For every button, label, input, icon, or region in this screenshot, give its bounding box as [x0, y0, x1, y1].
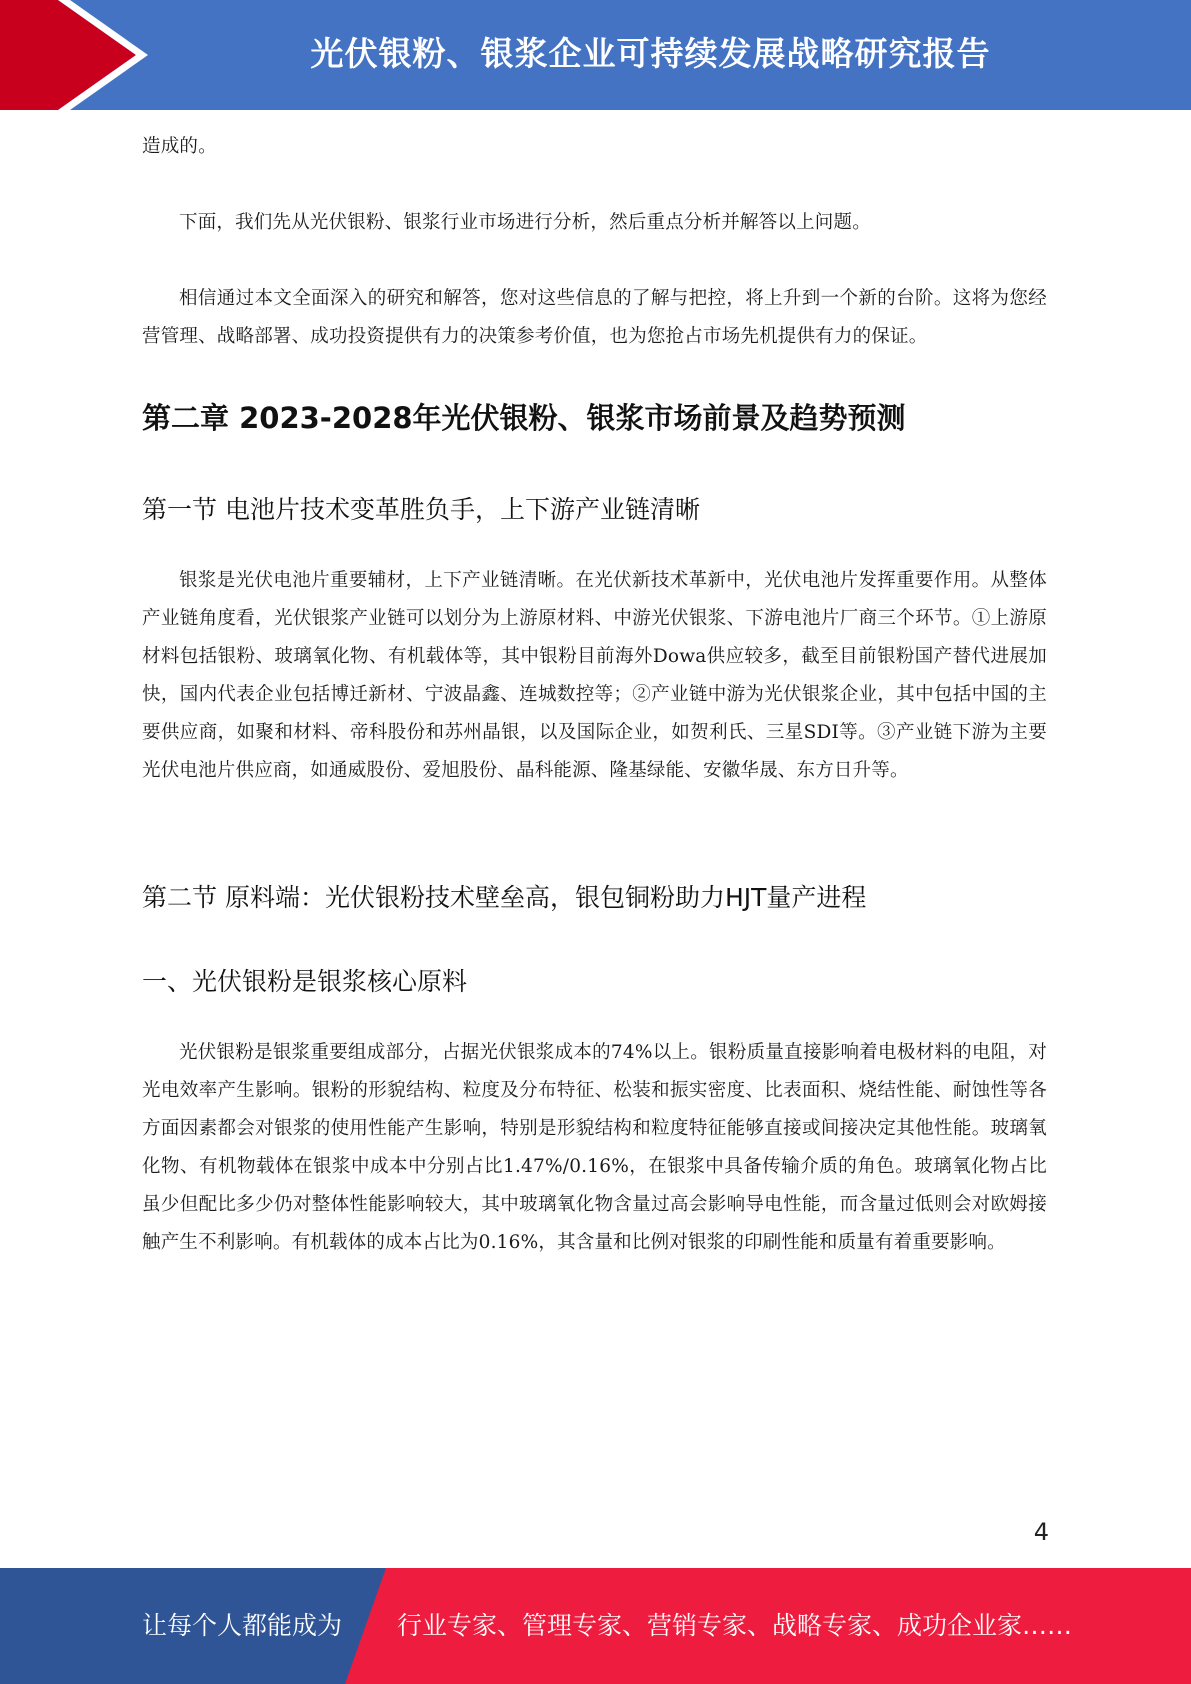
- paragraph-summary: 相信通过本文全面深入的研究和解答，您对这些信息的了解与把控，将上升到一个新的台阶。这将为您经营管理、战略部署、成功投资提供有力的决策参考价值，也为您抢占市场先机提供有力的保证。: [142, 288, 1047, 347]
- section-heading-2: 第二节 原料端：光伏银粉技术壁垒高，银包铜粉助力HJT量产进程: [142, 883, 867, 912]
- report-title: 光伏银粉、银浆企业可持续发展战略研究报告: [310, 34, 991, 73]
- section-heading-1: 第一节 电池片技术变革胜负手，上下游产业链清晰: [142, 495, 700, 524]
- section-1-paragraph: 银浆是光伏电池片重要辅材，上下产业链清晰。在光伏新技术革新中，光伏电池片发挥重要作用。从整体产业链角度看，光伏银浆产业链可以划分为上游原材料、中游光伏银浆、下游电池片厂商三个环节。①上游原材料包括银粉、玻璃氧化物、有机载体等，其中银粉目前海外Dowa供应较多，截至目前银粉国产替代进展加快，国内代表企业包括博迁新材、宁波晶鑫、连城数控等；②产业链中游为光伏银浆企业，其中包括中国的主要供应商，如聚和材料、帝科股份和苏州晶银，以及国际企业，如贺利氏、三星SDI等。③产业链下游为主要光伏电池片供应商，如通威股份、爱旭股份、晶科能源、隆基绿能、安徽华晟、东方日升等。: [142, 570, 1047, 781]
- subsection-paragraph: 光伏银粉是银浆重要组成部分，占据光伏银浆成本的74%以上。银粉质量直接影响着电极材料的电阻，对光电效率产生影响。银粉的形貌结构、粒度及分布特征、松装和振实密度、比表面积、烧结性能、耐蚀性等各方面因素都会对银浆的使用性能产生影响，特别是形貌结构和粒度特征能够直接或间接决定其他性能。玻璃氧化物、有机物载体在银浆中成本中分别占比1.47%/0.16%，在银浆中具备传输介质的角色。玻璃氧化物占比虽少但配比多少仍对整体性能影响较大，其中玻璃氧化物含量过高会影响导电性能，而含量过低则会对欧姆接触产生不利影响。有机载体的成本占比为0.16%，其含量和比例对银浆的印刷性能和质量有着重要影响。: [142, 1042, 1047, 1253]
- footer-slogan-left: 让每个人都能成为: [142, 1611, 343, 1640]
- paragraph-continuation: 造成的。: [142, 136, 217, 157]
- page-number: 4: [1033, 1518, 1049, 1546]
- subsection-heading: 一、光伏银粉是银浆核心原料: [142, 967, 468, 996]
- chapter-heading: 第二章 2023-2028年光伏银粉、银浆市场前景及趋势预测: [142, 401, 906, 435]
- page-content: [142, 128, 1047, 1262]
- header-banner: [0, 0, 1191, 110]
- paragraph-intro: 下面，我们先从光伏银粉、银浆行业市场进行分析，然后重点分析并解答以上问题。: [179, 212, 871, 233]
- footer-slogan-right: 行业专家、管理专家、营销专家、战略专家、成功企业家……: [397, 1611, 1073, 1640]
- footer-banner: [0, 1568, 1191, 1684]
